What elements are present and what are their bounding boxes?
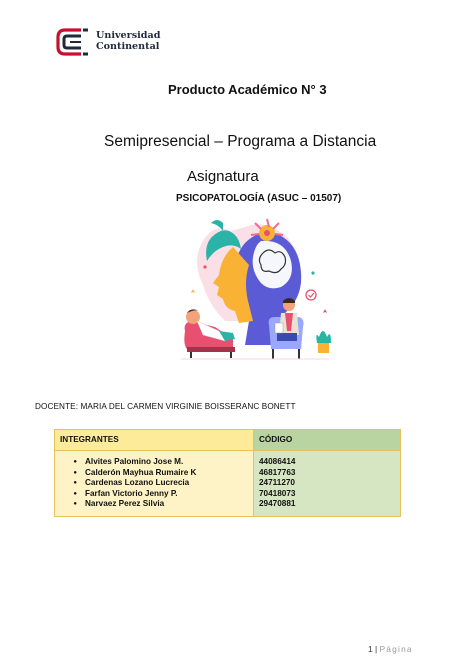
- logo-line-2: Continental: [96, 41, 160, 52]
- member-name: Cardenas Lozano Lucrecia: [85, 478, 190, 488]
- list-item: [55, 478, 253, 489]
- members-list: [55, 451, 254, 517]
- bullet-icon: ●: [73, 490, 77, 497]
- bullet-icon: ●: [73, 501, 77, 508]
- member-code: 70418073: [259, 488, 296, 498]
- bullet-icon: ●: [73, 480, 77, 487]
- member-name: Alvites Palomino Jose M.: [85, 457, 184, 466]
- program-title: Semipresencial – Programa a Distancia: [104, 133, 377, 150]
- member-name: Calderón Mayhua Rumaire K: [85, 467, 197, 477]
- university-logo: [55, 27, 170, 57]
- page-footer: [368, 644, 413, 654]
- list-item: [55, 457, 253, 468]
- list-item: [55, 489, 253, 500]
- course-name: PSICOPATOLOGÍA (ASUC – 01507): [176, 193, 342, 204]
- member-code: 46817763: [259, 467, 296, 477]
- bullet-icon: ●: [73, 459, 77, 465]
- team-table-header-row: [55, 430, 401, 451]
- team-table-body-row: [55, 451, 401, 517]
- logo-line-1: Universidad: [96, 30, 161, 41]
- page-number: 1: [368, 644, 373, 654]
- teacher-line: DOCENTE: MARIA DEL CARMEN VIRGINIE BOISSERANC BONETT: [35, 402, 296, 411]
- codes-list: [254, 451, 401, 517]
- psychology-illustration: [173, 213, 333, 373]
- member-name: Farfan Victorio Jenny P.: [85, 488, 178, 498]
- code-header: CÓDIGO: [254, 430, 401, 451]
- logo-mark-icon: [55, 27, 89, 57]
- subject-heading: Asignatura: [187, 168, 259, 185]
- page-separator: |: [375, 644, 378, 654]
- member-code: 29470881: [259, 499, 296, 509]
- list-item: [55, 499, 253, 510]
- members-header: INTEGRANTES: [55, 430, 254, 451]
- product-title: Producto Académico N° 3: [168, 82, 327, 97]
- team-table: [54, 429, 401, 517]
- member-name: Narvaez Perez Silvia: [85, 499, 165, 509]
- member-code: 44086414: [259, 457, 296, 466]
- logo-text: [96, 30, 160, 52]
- member-code: 24711270: [259, 478, 295, 488]
- page-word: Página: [379, 644, 413, 654]
- list-item: [55, 468, 253, 479]
- bullet-icon: ●: [73, 469, 77, 476]
